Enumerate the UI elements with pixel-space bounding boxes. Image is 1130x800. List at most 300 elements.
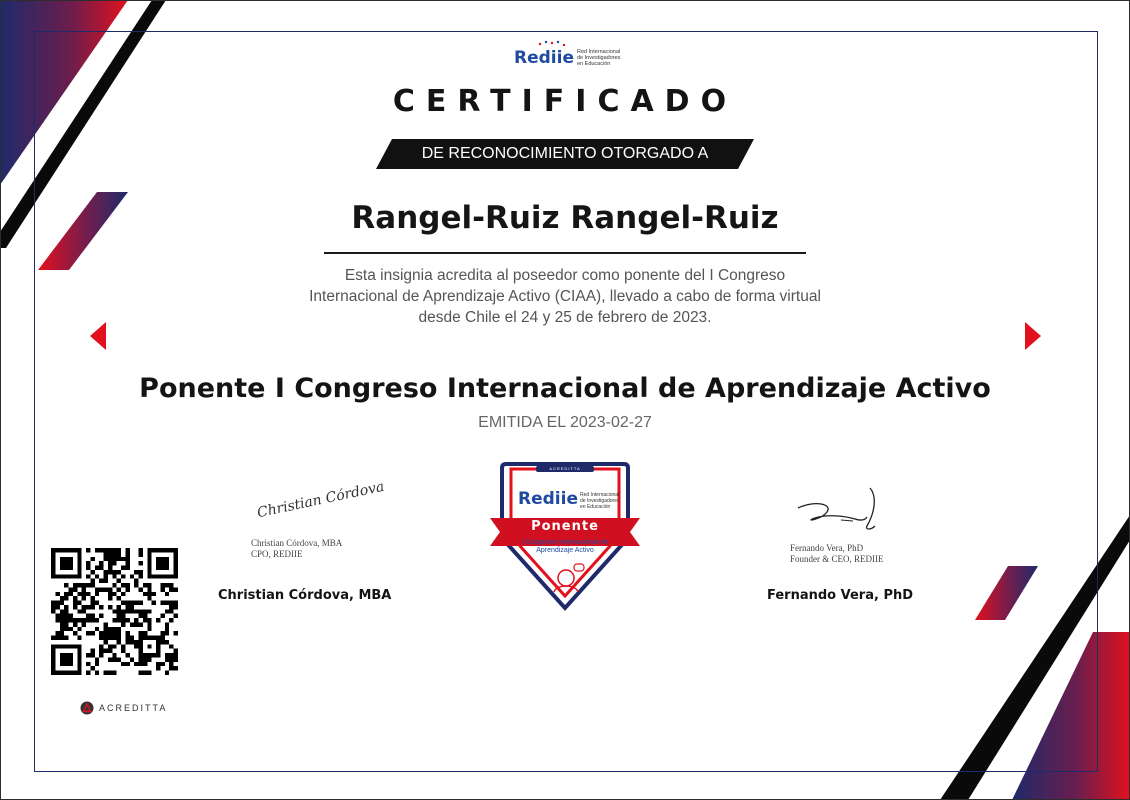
qr-module [147,657,151,661]
qr-module [51,609,55,613]
qr-module [64,609,68,613]
qr-module [90,618,94,622]
qr-module [134,618,138,622]
qr-module [99,579,103,583]
qr-module [99,566,103,570]
qr-module [99,561,103,565]
qr-module [108,657,112,661]
qr-module [139,657,143,661]
qr-module [121,614,125,618]
acreditta-mark-icon [80,701,94,715]
qr-module [99,653,103,657]
right-arrow-icon [1025,322,1041,350]
qr-module [86,614,90,618]
qr-module [90,605,94,609]
qr-module [90,579,94,583]
qr-module [125,636,129,640]
qr-module [139,609,143,613]
qr-module [112,548,116,552]
qr-module [64,636,68,640]
qr-module [130,640,134,644]
certificate-description: Esta insignia acredita al poseedor como ponente del I Congreso Internacional de Aprendizaje Activo (CIAA), llevado a cabo de forma virtual desde Chile el 24 y 25 de febrero de 2023. [309,267,821,326]
qr-module [121,618,125,622]
qr-module [152,592,156,596]
qr-module [77,618,81,622]
achievement-badge [488,460,642,612]
qr-module [117,557,121,561]
qr-module [143,618,147,622]
rediie-logo [500,40,630,72]
qr-module [139,631,143,635]
right-signature-caption: Fernando Vera, PhD Founder & CEO, REDIIE [790,543,884,564]
qr-module [60,622,64,626]
qr-module [108,649,112,653]
qr-module [104,671,108,675]
qr-module [69,587,73,591]
qr-module [143,583,147,587]
badge-banner-text: Ponente [531,519,599,534]
qr-module [82,605,86,609]
qr-module [121,574,125,578]
qr-module [174,649,178,653]
qr-module [60,618,64,622]
qr-module [55,618,59,622]
qr-module [169,657,173,661]
qr-module [112,631,116,635]
acreditta-logo [80,700,167,716]
qr-module [86,605,90,609]
achievement-title: Ponente I Congreso Internacional de Aprendizaje Activo [139,373,991,404]
qr-module [112,657,116,661]
qr-module [90,666,94,670]
qr-module [82,618,86,622]
qr-module [108,587,112,591]
left-signature-scribble: Christian Córdova [255,478,386,522]
qr-module [169,653,173,657]
qr-module [174,614,178,618]
qr-module [134,570,138,574]
qr-module [104,579,108,583]
qr-module [112,574,116,578]
qr-module [169,618,173,622]
qr-module [139,622,143,626]
qr-module [139,671,143,675]
qr-module [125,561,129,565]
issued-date: EMITIDA EL 2023-02-27 [478,414,652,431]
qr-module [55,636,59,640]
qr-module [160,631,164,635]
qr-module [86,662,90,666]
qr-module [117,627,121,631]
qr-module [60,614,64,618]
qr-module [125,653,129,657]
qr-module [152,601,156,605]
qr-module [112,592,116,596]
qr-module [174,605,178,609]
qr-module [165,631,169,635]
qr-module [125,609,129,613]
qr-module [108,596,112,600]
qr-module [108,627,112,631]
qr-module [125,583,129,587]
qr-module [73,583,77,587]
recipient-name: Rangel-Ruiz Rangel-Ruiz [351,200,779,236]
qr-module [134,579,138,583]
certificate-title: CERTIFICADO [392,84,738,119]
qr-module [117,570,121,574]
qr-module [125,587,129,591]
qr-module [95,671,99,675]
qr-module [99,605,103,609]
acreditta-text: ACREDITTA [99,703,168,713]
qr-module [82,587,86,591]
qr-module [99,649,103,653]
qr-module [77,601,81,605]
qr-module [86,574,90,578]
qr-module [82,622,86,626]
qr-module [82,609,86,613]
qr-module [139,561,143,565]
qr-module [121,592,125,596]
qr-module [104,587,108,591]
qr-module [130,657,134,661]
qr-module [139,570,143,574]
qr-module [73,631,77,635]
qr-module [112,557,116,561]
qr-module [108,561,112,565]
qr-module [169,666,173,670]
qr-module [86,618,90,622]
qr-module [51,601,55,605]
qr-module [139,614,143,618]
qr-module [117,618,121,622]
qr-module [125,640,129,644]
qr-module [108,605,112,609]
left-signature-caption: Christian Córdova, MBA CPO, REDIIE [251,538,343,559]
qr-module [90,601,94,605]
qr-module [165,592,169,596]
qr-module [125,566,129,570]
qr-module [77,627,81,631]
qr-module [90,631,94,635]
qr-module [86,592,90,596]
qr-module [64,583,68,587]
qr-module [73,596,77,600]
qr-module [143,662,147,666]
qr-module [104,649,108,653]
qr-module [73,605,77,609]
qr-module [104,636,108,640]
qr-module [147,627,151,631]
qr-module [134,583,138,587]
badge-top-label: ACREDITTA [549,466,581,471]
right-signature-scribble [795,486,880,538]
qr-module [165,622,169,626]
qr-module [90,649,94,653]
qr-module [112,627,116,631]
qr-module [174,666,178,670]
qr-module [117,587,121,591]
qr-module [174,587,178,591]
qr-module [60,609,64,613]
qr-module [156,618,160,622]
qr-module [139,601,143,605]
qr-module [90,653,94,657]
qr-module [121,609,125,613]
qr-module [165,671,169,675]
qr-module [60,596,64,600]
qr-module [139,552,143,556]
qr-module [108,552,112,556]
badge-logo-subtitle: Red Internacional de Investigadores en Educación [580,492,620,510]
qr-module [77,609,81,613]
qr-module [130,622,134,626]
qr-module [69,627,73,631]
qr-module [134,609,138,613]
qr-module [86,548,90,552]
qr-module [95,566,99,570]
qr-module [139,587,143,591]
qr-module [86,631,90,635]
qr-module [130,574,134,578]
qr-module [121,601,125,605]
qr-module [69,614,73,618]
qr-module [99,614,103,618]
qr-module [160,636,164,640]
qr-module [169,644,173,648]
qr-module [147,622,151,626]
qr-module [121,649,125,653]
qr-module [125,548,129,552]
qr-module [95,592,99,596]
qr-code[interactable] [51,548,178,675]
qr-module [86,561,90,565]
qr-finder-bottom-left [51,644,82,675]
qr-module [108,636,112,640]
qr-module [125,557,129,561]
qr-module [147,609,151,613]
qr-module [60,631,64,635]
qr-module [64,614,68,618]
badge-logo-text: Rediie [518,489,578,509]
qr-module [64,596,68,600]
qr-module [60,636,64,640]
qr-module [112,570,116,574]
qr-module [134,601,138,605]
qr-module [86,671,90,675]
qr-module [55,614,59,618]
qr-module [104,570,108,574]
qr-module [69,592,73,596]
qr-module [90,557,94,561]
qr-module [117,657,121,661]
qr-module [112,671,116,675]
qr-module [73,618,77,622]
qr-module [121,566,125,570]
qr-module [112,636,116,640]
qr-module [99,587,103,591]
qr-module [134,622,138,626]
qr-module [95,601,99,605]
qr-module [99,631,103,635]
qr-module [117,640,121,644]
qr-module [95,657,99,661]
rediie-logo-subtitle: Red Internacional de Investigadores en Educación [577,49,621,67]
qr-module [112,583,116,587]
qr-module [130,636,134,640]
qr-module [108,548,112,552]
qr-module [99,548,103,552]
qr-module [90,614,94,618]
qr-module [60,601,64,605]
qr-module [147,587,151,591]
qr-module [104,574,108,578]
badge-shield-icon [488,460,642,612]
qr-module [69,618,73,622]
qr-module [121,662,125,666]
qr-module [143,614,147,618]
qr-module [112,618,116,622]
qr-module [51,605,55,609]
qr-module [104,640,108,644]
qr-module [147,583,151,587]
qr-module [121,583,125,587]
qr-module [90,583,94,587]
qr-module [99,644,103,648]
qr-module [117,631,121,635]
qr-module [147,592,151,596]
qr-module [112,561,116,565]
qr-module [130,609,134,613]
qr-module [95,574,99,578]
qr-module [121,644,125,648]
qr-module [160,614,164,618]
qr-module [104,552,108,556]
qr-module [112,609,116,613]
qr-module [64,605,68,609]
qr-module [64,627,68,631]
qr-module [147,618,151,622]
qr-module [108,631,112,635]
qr-module [108,557,112,561]
qr-module [160,583,164,587]
qr-module [139,574,143,578]
qr-module [95,548,99,552]
qr-module [82,596,86,600]
qr-module [117,605,121,609]
qr-module [117,552,121,556]
qr-module [147,671,151,675]
qr-module [90,596,94,600]
qr-module [112,552,116,556]
qr-module [95,618,99,622]
qr-module [143,631,147,635]
qr-module [174,653,178,657]
qr-module [117,609,121,613]
qr-module [139,662,143,666]
qr-module [165,609,169,613]
qr-module [51,636,55,640]
qr-module [104,622,108,626]
qr-module [55,631,59,635]
qr-module [165,653,169,657]
qr-module [156,666,160,670]
qr-module [134,662,138,666]
qr-module [60,627,64,631]
qr-module [55,605,59,609]
qr-finder-top-left [51,548,82,579]
qr-module [143,592,147,596]
qr-module [165,657,169,661]
qr-module [169,662,173,666]
qr-module [160,587,164,591]
qr-module [125,662,129,666]
qr-module [169,609,173,613]
qr-module [108,592,112,596]
qr-module [125,605,129,609]
qr-module [117,614,121,618]
qr-module [165,640,169,644]
qr-module [112,644,116,648]
qr-module [64,592,68,596]
rediie-logo-text: Rediie [514,48,574,68]
qr-module [169,587,173,591]
qr-module [130,605,134,609]
badge-subtitle: I Congreso Internacional de Aprendizaje Activo [522,539,608,554]
recipient-underline [324,252,806,254]
qr-module [55,592,59,596]
qr-module [95,587,99,591]
qr-module [165,627,169,631]
qr-module [104,631,108,635]
qr-module [165,583,169,587]
qr-module [117,579,121,583]
qr-module [112,653,116,657]
qr-module [169,605,173,609]
qr-module [134,640,138,644]
qr-module [125,618,129,622]
qr-module [160,601,164,605]
qr-module [86,583,90,587]
qr-module [73,587,77,591]
qr-module [139,548,143,552]
qr-module [64,622,68,626]
ribbon-text: DE RECONOCIMIENTO OTORGADO A [421,145,709,162]
qr-module [95,662,99,666]
qr-module [156,662,160,666]
qr-module [174,657,178,661]
qr-module [117,596,121,600]
qr-module [143,671,147,675]
qr-module [82,583,86,587]
qr-module [104,557,108,561]
qr-module [55,601,59,605]
qr-module [82,592,86,596]
right-signer-name: Fernando Vera, PhD [767,588,914,603]
qr-module [90,570,94,574]
qr-module [169,583,173,587]
qr-module [130,601,134,605]
qr-module [174,631,178,635]
qr-module [108,671,112,675]
qr-module [86,566,90,570]
qr-module [108,570,112,574]
qr-module [169,601,173,605]
qr-module [121,622,125,626]
left-arrow-icon [90,322,106,350]
qr-module [160,640,164,644]
qr-module [147,596,151,600]
